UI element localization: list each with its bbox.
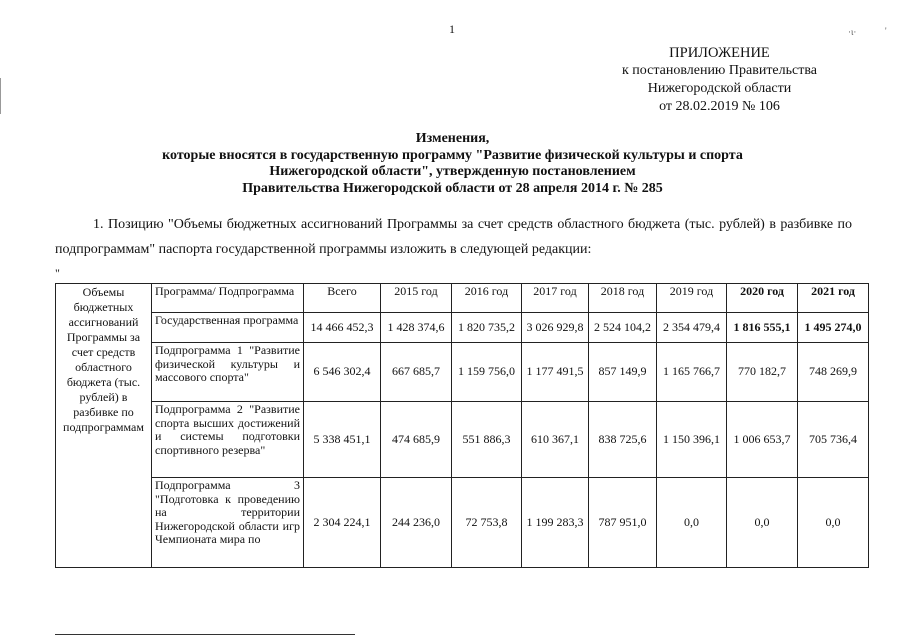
header-total: Всего [304,284,381,313]
document-title [0,131,905,197]
value-cell: 5 338 451,1 [304,402,381,478]
appendix-line: к постановлению Правительства [621,63,817,78]
program-name: Подпрограмма 3 "Подготовка к проведению на территории Нижегородской области игр Чемпионата мира по [152,478,304,568]
value-cell: 14 466 452,3 [304,313,381,343]
value-cell: 72 753,8 [452,478,522,568]
value-cell: 6 546 302,4 [304,343,381,402]
value-cell: 770 182,7 [727,343,798,402]
page-number: 1 [449,22,455,36]
value-cell: 0,0 [657,478,727,568]
value-cell: 748 269,9 [798,343,869,402]
header-year: 2018 год [589,284,657,313]
table-row [56,402,869,478]
table-row [56,478,869,568]
value-cell: 610 367,1 [522,402,589,478]
table-row [56,343,869,402]
value-cell: 3 026 929,8 [522,313,589,343]
title-line: которые вносятся в государственную программу "Развитие физической культуры и спорта [162,147,743,163]
value-cell: 2 304 224,1 [304,478,381,568]
header-year: 2019 год [657,284,727,313]
value-cell: 551 886,3 [452,402,522,478]
budget-position-cell: Объемы бюджетных ассигнований Программы за счет средств областного бюджета (тыс. рублей) в разбивке по подпрограммам [56,284,152,568]
value-cell: 0,0 [727,478,798,568]
scan-edge-line [0,78,1,114]
program-name: Государственная программа [152,313,304,343]
value-cell: 1 428 374,6 [381,313,452,343]
program-name: Подпрограмма 1 "Развитие физической культуры и массового спорта" [152,343,304,402]
value-cell: 1 177 491,5 [522,343,589,402]
header-year: 2016 год [452,284,522,313]
value-cell: 2 524 104,2 [589,313,657,343]
appendix-date-line: от 28.02.2019 № 106 [659,99,780,114]
opening-quote: " [55,266,60,280]
value-cell: 1 006 653,7 [727,402,798,478]
value-cell: 244 236,0 [381,478,452,568]
value-cell: 1 199 283,3 [522,478,589,568]
table-header-row [56,284,869,313]
title-line: Правительства Нижегородской области от 28 апреля 2014 г. № 285 [242,180,663,196]
header-year: 2017 год [522,284,589,313]
value-cell: 667 685,7 [381,343,452,402]
header-year: 2015 год [381,284,452,313]
scan-mark: ·ι· [848,27,857,37]
value-cell: 1 150 396,1 [657,402,727,478]
value-cell: 1 159 756,0 [452,343,522,402]
program-name: Подпрограмма 2 "Развитие спорта высших достижений и системы подготовки спортивного резерва" [152,402,304,478]
title-line: Изменения, [415,131,490,146]
header-program: Программа/ Подпрограмма [152,284,304,313]
value-cell: 1 495 274,0 [798,313,869,343]
appendix-heading: ПРИЛОЖЕНИЕ [669,45,770,61]
header-year: 2021 год [798,284,869,313]
appendix-line: Нижегородской области [647,81,792,96]
table-row [56,313,869,343]
budget-table [55,283,869,568]
value-cell: 787 951,0 [589,478,657,568]
value-cell: 1 816 555,1 [727,313,798,343]
value-cell: 1 165 766,7 [657,343,727,402]
value-cell: 1 820 735,2 [452,313,522,343]
value-cell: 2 354 479,4 [657,313,727,343]
header-year: 2020 год [727,284,798,313]
page-bottom-rule [55,634,355,635]
value-cell: 857 149,9 [589,343,657,402]
value-cell: 0,0 [798,478,869,568]
intro-text: 1. Позицию "Объемы бюджетных ассигнований Программы за счет средств областного бюджета (тыс. рублей) в разбивке по подпрограммам" паспорта государственной программы изложить в следующей редакции: [55,217,852,257]
value-cell: 705 736,4 [798,402,869,478]
scan-mark: ' [885,26,887,36]
appendix-block [622,44,817,116]
title-line: Нижегородской области", утвержденную постановлением [269,164,636,179]
value-cell: 474 685,9 [381,402,452,478]
intro-paragraph [55,212,852,262]
value-cell: 838 725,6 [589,402,657,478]
